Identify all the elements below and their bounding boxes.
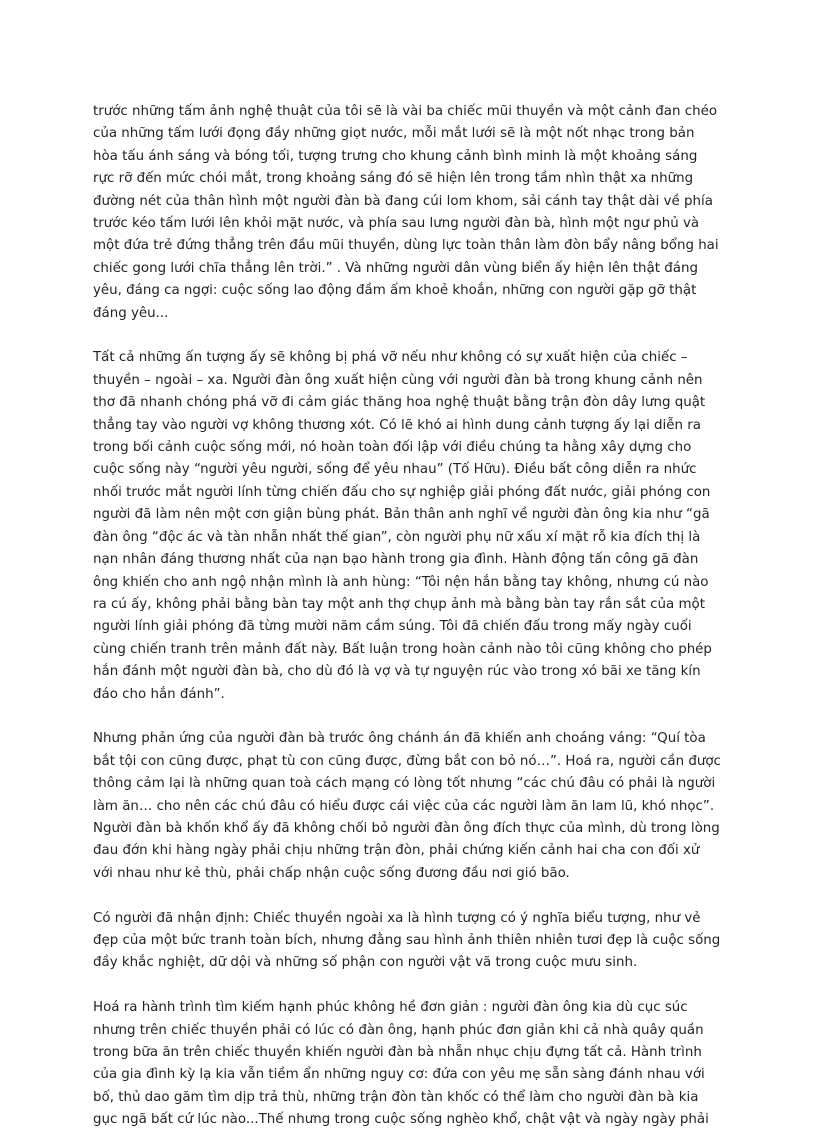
paragraph-5: Hoá ra hành trình tìm kiếm hạnh phúc không hề đơn giản : người đàn ông kia dù cục súc nhưng trên chiếc thuyền phải có lúc có đàn ông, hạnh phúc đơn giản khi cả nhà quây quần trong bữa ăn trên chiếc thuyền khiến người đàn bà nhẫn nhục chịu đựng tất cả. Hành trình của gia đình kỳ lạ kia vẫn tiềm ẩn những nguy cơ: đứa con yêu mẹ sẵn sàng đánh nhau với bố, thủ dao găm tìm dịp trả thù, những trận đòn tàn khốc có thể làm cho người đàn bà kia gục ngã bất cứ lúc nào...Thế nhưng trong cuộc sống nghèo khổ, chật vật và ngày ngày phải bbox=[93, 1000, 709, 1128]
document-body bbox=[93, 101, 721, 1132]
paragraph-1: trước những tấm ảnh nghệ thuật của tôi sẽ là vài ba chiếc mũi thuyền và một cảnh đan chéo của những tấm lưới đọng đầy những giọt nước, mỗi mắt lưới sẽ là một nốt nhạc trong bản hòa tấu ánh sáng và bóng tối, tượng trưng cho khung cảnh bình minh là một khoảng sáng rực rỡ đến mức chói mắt, trong khoảng sáng đó sẽ hiện lên trong tầm nhìn thật xa những đường nét của thân hình một người đàn bà đang cúi lom khom, sải cánh tay thật dài về phía trước kéo tấm lưới lên khỏi mặt nước, và phía sau lưng người đàn bà, hình một ngư phủ và một đứa trẻ đứng thẳng trên đầu mũi thuyền, dùng lực toàn thân làm đòn bẩy nâng bổng hai chiếc gong lưới chĩa thẳng lên trời.” . Và những người dân vùng biển ấy hiện lên thật đáng yêu, đáng ca ngợi: cuộc sống lao động đầm ấm khoẻ khoắn, những con người gặp gỡ thật đáng yêu... bbox=[93, 104, 719, 321]
paragraph-4: Có người đã nhận định: Chiếc thuyền ngoài xa là hình tượng có ý nghĩa biểu tượng, như vẻ đẹp của một bức tranh toàn bích, nhưng đằng sau hình ảnh thiên nhiên tươi đẹp là cuộc sống đầy khắc nghiệt, dữ dội và những số phận con người vật vã trong cuộc mưu sinh. bbox=[93, 910, 721, 971]
paragraph-3: Nhưng phản ứng của người đàn bà trước ông chánh án đã khiến anh choáng váng: “Quí tòa bắt tội con cũng được, phạt tù con cũng được, đừng bắt con bỏ nó…”. Hoá ra, người cần được thông cảm lại là những quan toà cách mạng có lòng tốt nhưng “các chú đâu có phải là người làm ăn… cho nên các chú đâu có hiểu được cái việc của các người làm ăn lam lũ, khó nhọc”. Người đàn bà khốn khổ ấy đã không chối bỏ người đàn ông đích thực của mình, dù trong lòng đau đớn khi hàng ngày phải chịu những trận đòn, phải chứng kiến cảnh hai cha con đối xử với nhau như kẻ thù, phải chấp nhận cuộc sống đương đầu nơi gió bão. bbox=[93, 731, 721, 881]
paragraph-2: Tất cả những ấn tượng ấy sẽ không bị phá vỡ nếu như không có sự xuất hiện của chiếc – thuyền – ngoài – xa. Người đàn ông xuất hiện cùng với người đàn bà trong khung cảnh nên thơ đã nhanh chóng phá vỡ đi cảm giác thăng hoa nghệ thuật bằng trận đòn dây lưng quật thẳng tay vào người vợ không thương xót. Có lẽ khó ai hình dung cảnh tượng ấy lại diễn ra trong bối cảnh cuộc sống mới, nó hoàn toàn đối lập với điều chúng ta hằng xây dựng cho cuộc sống này “người yêu người, sống để yêu nhau” (Tố Hữu). Điều bất công diễn ra nhức nhối trước mắt người lính từng chiến đấu cho sự nghiệp giải phóng đất nước, giải phóng con người đã làm nên một cơn giận bùng phát. Bản thân anh nghĩ về người đàn ông kia như “gã đàn ông “độc ác và tàn nhẫn nhất thế gian”, còn người phụ nữ xấu xí mặt rỗ kia đích thị là nạn nhân đáng thương nhất của nạn bạo hành trong gia đình. Hành động tấn công gã đàn ông khiến cho anh ngộ nhận mình là anh hùng: “Tôi nện hắn bằng tay không, nhưng cú nào ra cú ấy, không phải bằng bàn tay một anh thợ chụp ảnh mà bằng bàn tay rắn sắt của một người lính giải phóng đã từng mười năm cầm súng. Tôi đã chiến đấu trong mấy ngày cuối cùng chiến tranh trên mảnh đất này. Bất luận trong hoàn cảnh nào tôi cũng không cho phép hắn đánh một người đàn bà, cho dù đó là vợ và tự nguyện rúc vào trong xó bãi xe tăng kín đáo cho hắn đánh”. bbox=[93, 350, 712, 702]
